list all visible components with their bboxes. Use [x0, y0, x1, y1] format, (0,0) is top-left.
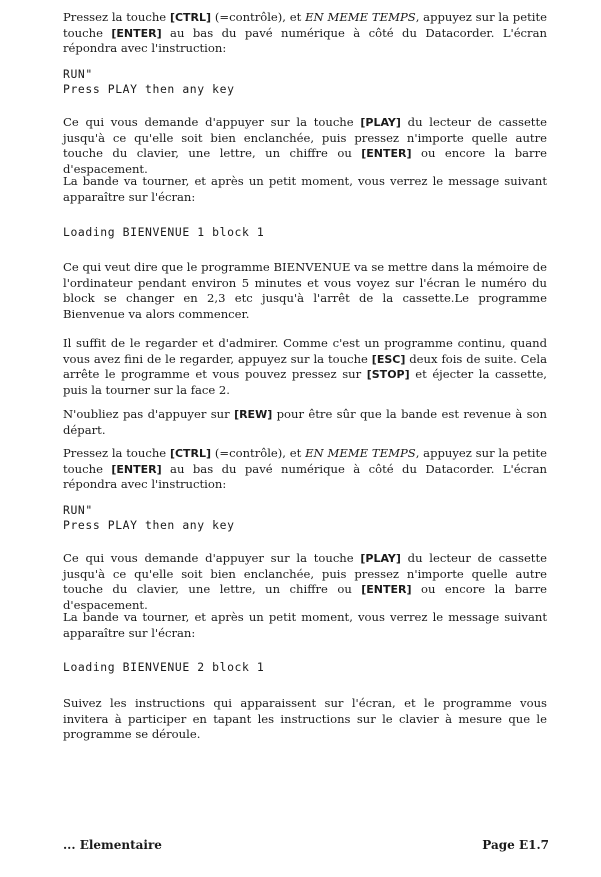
screen-output-run: RUN" Press PLAY then any key [63, 67, 235, 96]
paragraph-tape-1: La bande va tourner, et après un petit moment, vous verrez le message suivant apparaître sur l'écran: [63, 174, 547, 204]
key-enter: [ENTER] [111, 26, 162, 40]
key-stop: [STOP] [366, 368, 410, 382]
paragraph-follow-instructions: Suivez les instructions qui apparaissent sur l'écran, et le programme vous invitera à participer en tapant les instructions sur le clavier à mesure que le programme se déroule. [63, 696, 547, 742]
key-enter: [ENTER] [111, 462, 162, 476]
key-enter: [ENTER] [361, 147, 412, 161]
key-esc: [ESC] [371, 352, 406, 366]
paragraph-tape-2: La bande va tourner, et après un petit moment, vous verrez le message suivant apparaître sur l'écran: [63, 610, 547, 640]
footer-page-number: Page E1.7 [482, 838, 549, 852]
paragraph-program-loading: Ce qui veut dire que le programme BIENVENUE va se mettre dans la mémoire de l'ordinateur pendant environ 5 minutes et vous voyez sur l'écran le numéro du block se changer en 2,3 etc jusqu'à l'arrêt de la cassette.Le programme Bienvenue va alors commencer. [63, 260, 547, 321]
paragraph-ctrl-enter-1: Pressez la touche [CTRL] (=contrôle), et EN MEME TEMPS, appuyez sur la petite touche [ENTER] au bas du pavé numérique à côté du Datacorder. L'écran répondra avec l'instruction: [63, 10, 547, 56]
key-rew: [REW] [234, 408, 273, 421]
key-ctrl: [CTRL] [169, 11, 212, 24]
emphasis-text: EN MEME TEMPS [305, 446, 416, 460]
screen-output-loading-2: Loading BIENVENUE 2 block 1 [63, 660, 265, 674]
paragraph-rew: N'oubliez pas d'appuyer sur [REW] pour être sûr que la bande est revenue à son départ. [63, 407, 547, 437]
key-enter: [ENTER] [361, 583, 412, 597]
paragraph-ctrl-enter-2: Pressez la touche [CTRL] (=contrôle), et EN MEME TEMPS, appuyez sur la petite touche [ENTER] au bas du pavé numérique à côté du Datacorder. L'écran répondra avec l'instruction: [63, 446, 547, 492]
key-play: [PLAY] [360, 552, 401, 565]
paragraph-esc-stop: Il suffit de le regarder et d'admirer. Comme c'est un programme continu, quand vous avez fini de le regarder, appuyez sur la touche [ESC] deux fois de suite. Cela arrête le programme et vous pouvez pressez sur [STOP] et éjecter la cassette, puis la tourner sur la face 2. [63, 336, 547, 397]
paragraph-play-1: Ce qui vous demande d'appuyer sur la touche [PLAY] du lecteur de cassette jusqu'à ce qu'elle soit bien enclanchée, puis pressez n'importe quelle autre touche du clavier, une lettre, un chiffre ou [ENTER] ou encore la barre d'espacement. [63, 115, 547, 176]
screen-output-run-2: RUN" Press PLAY then any key [63, 503, 235, 532]
key-play: [PLAY] [360, 116, 401, 129]
footer-section-title: ... Elementaire [63, 838, 162, 852]
emphasis-text: EN MEME TEMPS [305, 10, 416, 24]
key-ctrl: [CTRL] [169, 447, 212, 460]
screen-output-loading-1: Loading BIENVENUE 1 block 1 [63, 225, 265, 239]
paragraph-play-2: Ce qui vous demande d'appuyer sur la touche [PLAY] du lecteur de cassette jusqu'à ce qu'elle soit bien enclanchée, puis pressez n'importe quelle autre touche du clavier, une lettre, un chiffre ou [ENTER] ou encore la barre d'espacement. [63, 551, 547, 612]
